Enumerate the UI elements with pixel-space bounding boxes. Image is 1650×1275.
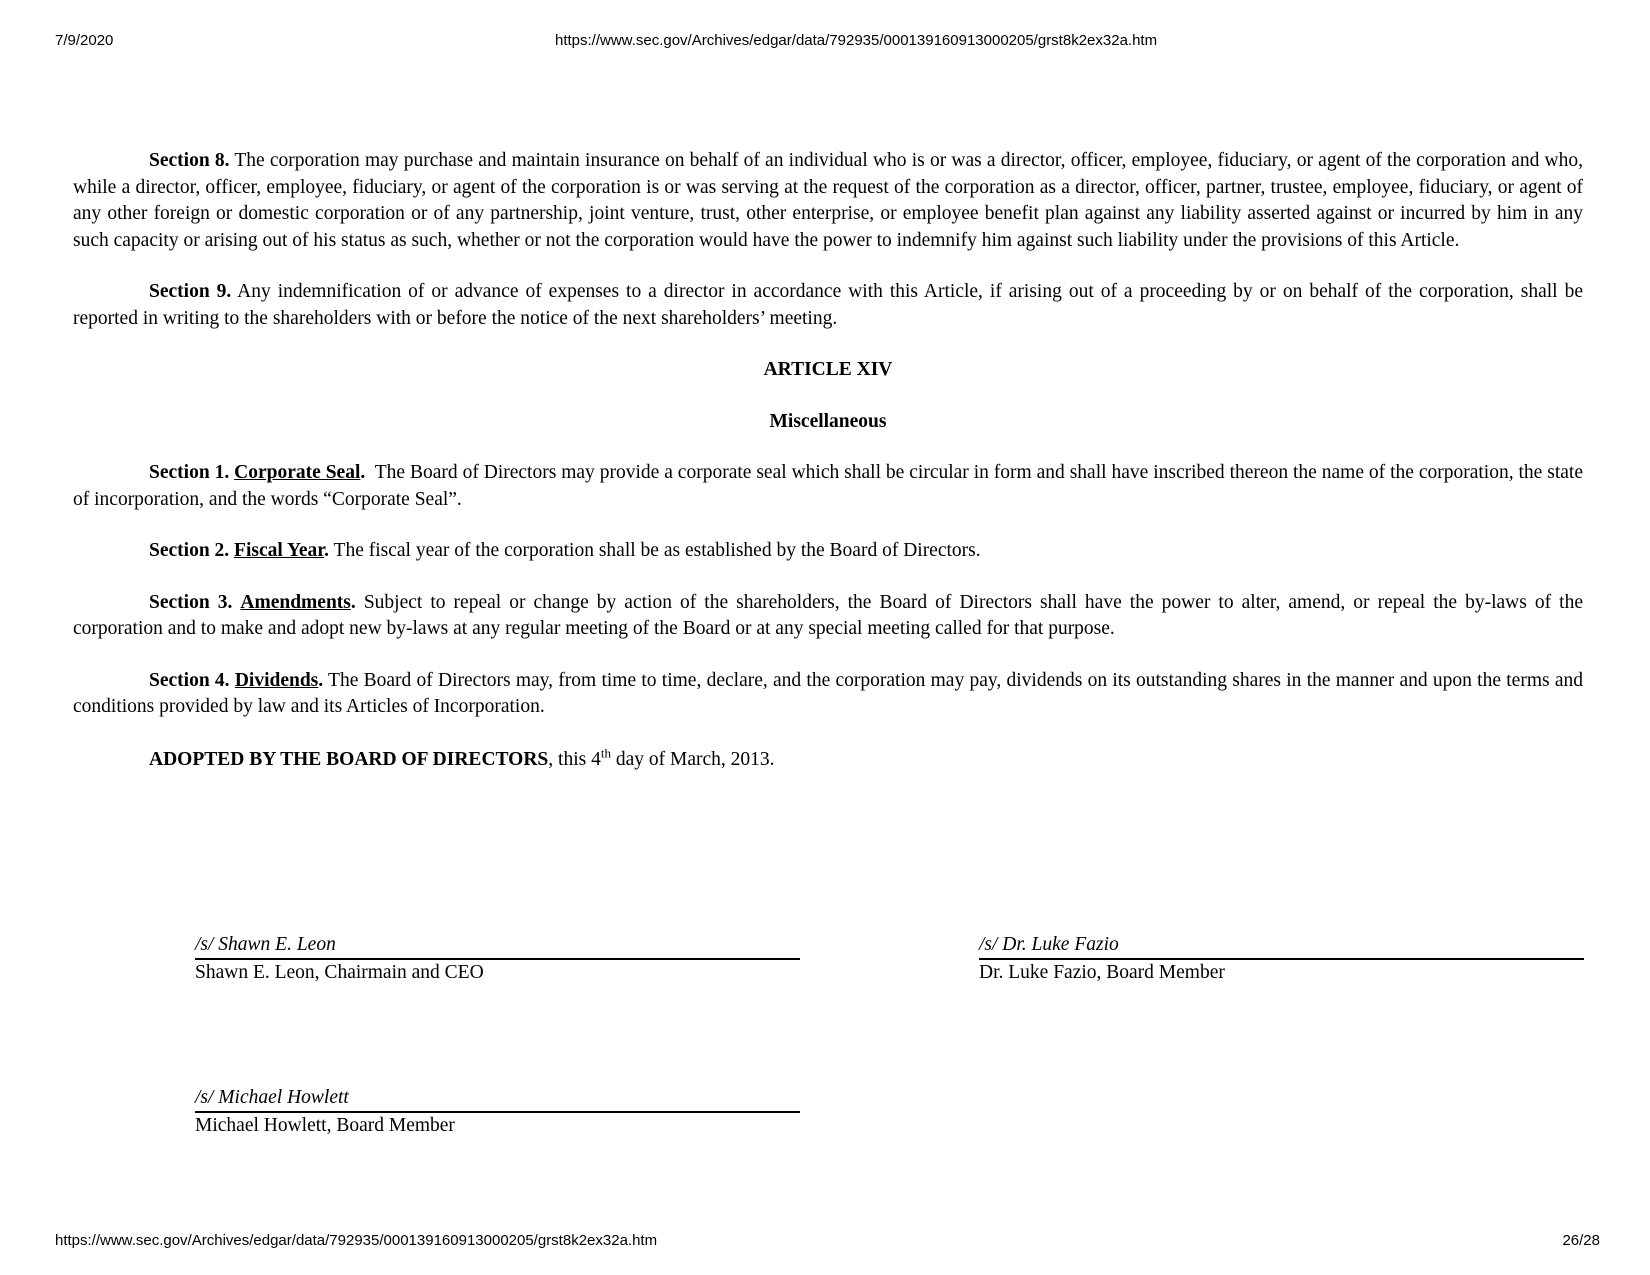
section-8-paragraph bbox=[73, 148, 1583, 254]
section-9-paragraph bbox=[73, 279, 1583, 332]
header-url: https://www.sec.gov/Archives/edgar/data/792935/000139160913000205/grst8k2ex32a.htm bbox=[555, 32, 1158, 49]
misc-section-2-paragraph: Section 2. Fiscal Year. The fiscal year of the corporation shall be as established by the Board of Directors. bbox=[149, 540, 981, 561]
misc-section-4-paragraph: Section 4. Dividends. The Board of Directors may, from time to time, declare, and the corporation may pay, dividends on its outstanding shares in the manner and upon the terms and conditions provided by law and its Articles of Incorporation. bbox=[73, 669, 1583, 717]
misc-section-3-paragraph: Section 3. Amendments. Subject to repeal or change by action of the shareholders, the Board of Directors shall have the power to alter, amend, or repeal the by-laws of the corporation and to make and adopt new by-laws at any regular meeting of the Board or at any special meeting called for that purpose. bbox=[73, 591, 1584, 639]
footer-page-number: 26/28 bbox=[1562, 1232, 1600, 1249]
adoption-post: day of March, 2013. bbox=[610, 748, 775, 770]
signature-line-fazio: /s/ Dr. Luke Fazio bbox=[979, 932, 1584, 960]
adoption-statement bbox=[73, 747, 1583, 774]
misc-section-4-text: The Board of Directors may, from time to time, declare, and the corporation may pay, dividends on its outstanding shares in the manner and upon the terms and conditions provided by law and its Articles of Incorporation. bbox=[73, 669, 1583, 717]
section-9-label: Section 9. bbox=[149, 281, 232, 302]
section-9-text: Any indemnification of or advance of expenses to a director in accordance with this Article, if arising out of a proceeding by or on behalf of the corporation, shall be reported in writing to the shareholders with or before the notice of the next shareholders’ meeting. bbox=[73, 281, 1583, 329]
misc-section-1-title: Corporate Seal bbox=[234, 462, 361, 483]
misc-section-2-label: Section 2. bbox=[149, 540, 230, 561]
signature-block-howlett bbox=[195, 1085, 800, 1139]
misc-section-1-paragraph: Section 1. Corporate Seal. The Board of Directors may provide a corporate seal which shall be circular in form and shall have inscribed thereon the name of the corporation, the state of incorporation, and the words “Corporate Seal”. bbox=[73, 462, 1583, 510]
adoption-sup: th bbox=[600, 745, 611, 760]
misc-section-3-text: Subject to repeal or change by action of the shareholders, the Board of Directors shall have the power to alter, amend, or repeal the by-laws of the corporation and to make and adopt new by-laws at any regular meeting of the Board or at any special meeting called for that purpose. bbox=[73, 591, 1584, 639]
signature-caption-leon: Shawn E. Leon, Chairmain and CEO bbox=[195, 962, 484, 983]
header-date: 7/9/2020 bbox=[55, 32, 114, 49]
article-number: ARTICLE XIV bbox=[763, 359, 893, 380]
signature-block-leon bbox=[195, 932, 800, 986]
signature-line-howlett: /s/ Michael Howlett bbox=[195, 1085, 800, 1113]
misc-section-1-text: The Board of Directors may provide a corporate seal which shall be circular in form and shall have inscribed thereon the name of the corporation, the state of incorporation, and the words “Corporate Seal”. bbox=[73, 462, 1583, 510]
signature-caption-fazio: Dr. Luke Fazio, Board Member bbox=[979, 962, 1225, 983]
section-8-label: Section 8. bbox=[149, 150, 230, 171]
article-title: Miscellaneous bbox=[769, 410, 887, 432]
section-8-text: The corporation may purchase and maintain insurance on behalf of an individual who is or was a director, officer, employee, fiduciary, or agent of the corporation and who, while a director, officer, employee, fiduciary, or agent of the corporation is or was serving at the request of the corporation as a director, officer, partner, trustee, employee, fiduciary, or agent of any other foreign or domestic corporation or of any partnership, joint venture, trust, other enterprise, or employee benefit plan against any liability asserted against or incurred by him in any such capacity or arising out of his status as such, whether or not the corporation would have the power to indemnify him against such liability under the provisions of this Article. bbox=[73, 150, 1583, 251]
misc-section-1-label: Section 1. bbox=[149, 462, 230, 483]
document-body bbox=[73, 148, 1583, 773]
misc-section-3-label: Section 3. bbox=[149, 591, 233, 613]
signature-caption-howlett: Michael Howlett, Board Member bbox=[195, 1115, 455, 1136]
misc-section-2-text: The fiscal year of the corporation shall be as established by the Board of Directors. bbox=[333, 540, 981, 561]
adoption-pre: , this 4 bbox=[548, 748, 601, 770]
misc-section-4-label: Section 4. bbox=[149, 669, 230, 691]
adoption-bold: ADOPTED BY THE BOARD OF DIRECTORS bbox=[149, 748, 549, 770]
misc-section-4-title: Dividends bbox=[234, 669, 319, 691]
misc-section-3-title: Amendments bbox=[240, 591, 351, 613]
footer-url: https://www.sec.gov/Archives/edgar/data/792935/000139160913000205/grst8k2ex32a.htm bbox=[55, 1232, 658, 1249]
signature-block-fazio bbox=[979, 932, 1584, 986]
misc-section-2-title: Fiscal Year bbox=[234, 540, 325, 561]
signature-line-leon: /s/ Shawn E. Leon bbox=[195, 932, 800, 960]
